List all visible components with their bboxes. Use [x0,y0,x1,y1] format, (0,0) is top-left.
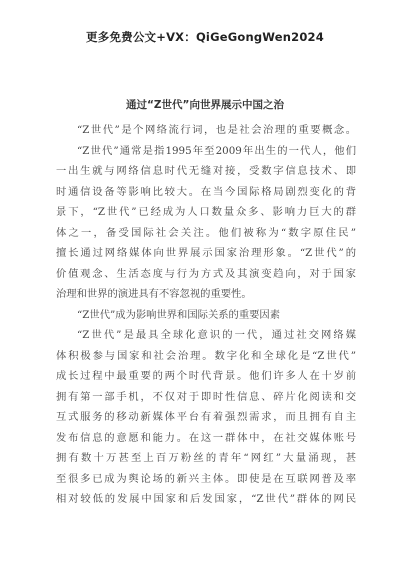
document-body [56,120,356,510]
paragraph-line: 拥有第一部手机，不仅对于即时性信息、碎片化阅读和交 [56,390,356,403]
paragraph-line: 治理和世界的演进具有不容忽视的重要性。 [56,288,252,300]
document-title: 通过“Z世代”向世界展示中国之治 [126,99,284,111]
paragraph-line: “Z世代”通常是指1995年至2009年出生的一代人，他们 [77,144,356,157]
paragraph-line: 成长过程中最重要的两个时代背景。他们许多人在十岁前 [56,370,356,382]
paragraph-line: 至很多已成为舆论场的新兴主体。即使是在互联网普及率 [56,472,356,485]
paragraph-line: 体积极参与国家和社会治理。数字化和全球化是“Z世代” [56,349,356,362]
watermark-header: 更多免费公文+VX：QiGeGongWen2024 [86,30,324,44]
paragraph-line: “Z世代”是个网络流行词，也是社会治理的重要概念。 [77,124,356,136]
paragraph-line: 时通信设备等影响比较大。在当今国际格局剧烈变化的背 [56,185,356,198]
paragraph-line: 一出生就与网络信息时代无缝对接，受数字信息技术、即 [56,165,356,177]
paragraph-line: 拥有数十万甚至上百万粉丝的青年“网红”大量涌现，甚 [56,452,356,464]
paragraph-line: 景下，“Z世代”已经成为人口数量众多、影响力巨大的群 [56,206,356,218]
paragraph-line: 互式服务的移动新媒体平台有着强烈需求，而且拥有自主 [56,411,356,423]
section-heading: “Z世代”成为影响世界和国际关系的重要因素 [77,308,281,321]
paragraph-line: “Z世代”是最具全球化意识的一代，通过社交网络媒 [77,329,356,341]
paragraph-line: 体之一，备受国际社会关注。他们被称为“数字原住民” [56,226,356,239]
paragraph-line: 发布信息的意愿和能力。在这一群体中，在社交媒体账号 [56,431,356,444]
paragraph-line: 擅长通过网络媒体向世界展示国家治理形象。“Z世代”的 [56,247,356,259]
paragraph-line: 相对较低的发展中国家和后发国家，“Z世代”群体的网民 [56,493,356,505]
paragraph-line: 价值观念、生活态度与行为方式及其演变趋向，对于国家 [56,267,356,280]
